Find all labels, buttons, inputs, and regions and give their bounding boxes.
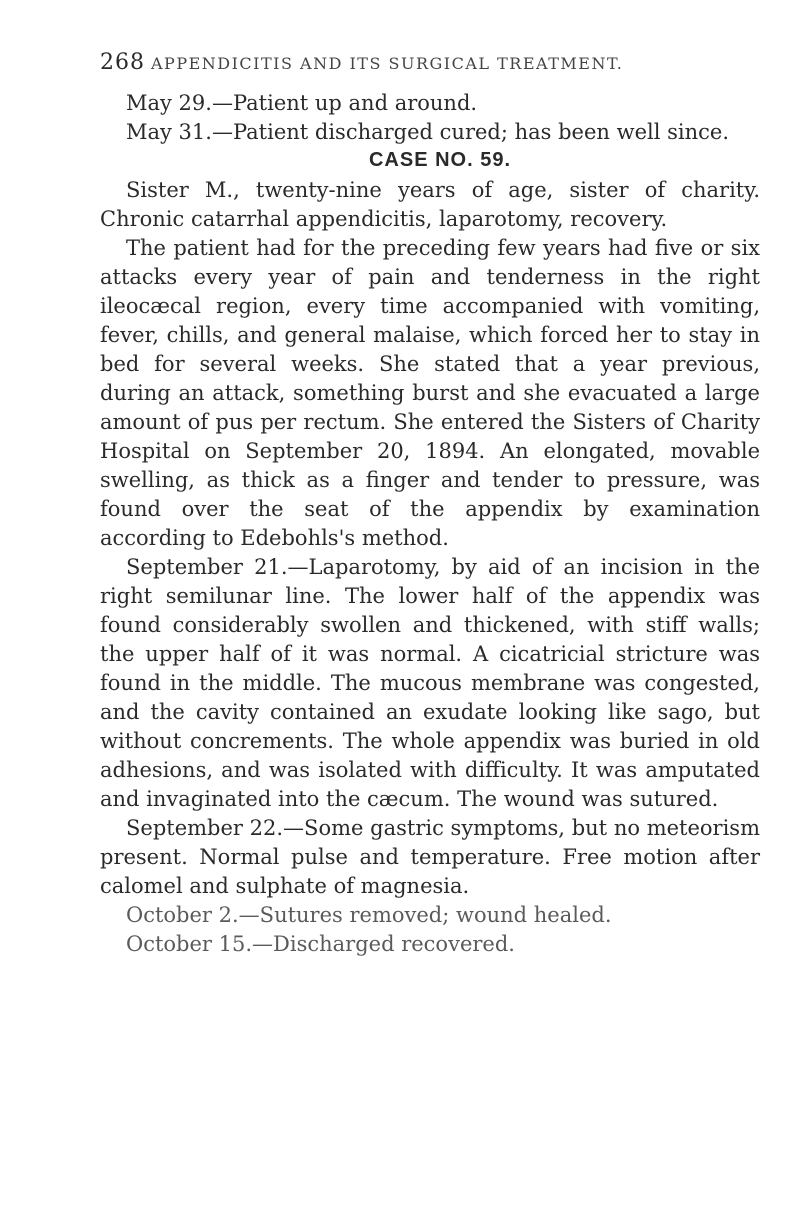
entry-october-15: October 15.—Discharged recovered.: [126, 932, 515, 956]
entry-september-22: September 22.—Some gastric symptoms, but no meteorism present. Normal pulse and temperature. Free motion after calomel and sulphate of magnesia.: [100, 816, 760, 898]
entry-october-2: October 2.—Sutures removed; wound healed.: [126, 903, 612, 927]
entry-may-31: May 31.—Patient discharged cured; has been well since.: [126, 120, 729, 144]
running-head-title: APPENDICITIS AND ITS SURGICAL TREATMENT.: [151, 54, 624, 73]
book-page: [100, 50, 760, 959]
case-history: The patient had for the preceding few years had five or six attacks every year of pain and tenderness in the right ileocæcal region, every time accompanied with vomiting, fever, chills, and general malaise, which forced her to stay in bed for several weeks. She stated that a year previous, during an attack, something burst and she evacuated a large amount of pus per rectum. She entered the Sisters of Charity Hospital on September 20, 1894. An elongated, movable swelling, as thick as a finger and tender to pressure, was found over the seat of the appendix by examination according to Edebohls's method.: [100, 236, 760, 550]
case-heading: CASE NO. 59.: [368, 149, 512, 171]
running-head: [100, 50, 760, 75]
page-number: 268: [100, 50, 145, 75]
entry-september-21: September 21.—Laparotomy, by aid of an incision in the right semilunar line. The lower half of the appendix was found considerably swollen and thickened, with stiff walls; the upper half of it was normal. A cicatricial stricture was found in the middle. The mucous membrane was congested, and the cavity contained an exudate looking like sago, but without concrements. The whole appendix was buried in old adhesions, and was isolated with difficulty. It was amputated and invaginated into the cæcum. The wound was sutured.: [100, 555, 760, 811]
entry-may-29: May 29.—Patient up and around.: [126, 91, 478, 115]
case-summary: Sister M., twenty-nine years of age, sister of charity. Chronic catarrhal appendicitis, laparotomy, recovery.: [100, 178, 760, 231]
